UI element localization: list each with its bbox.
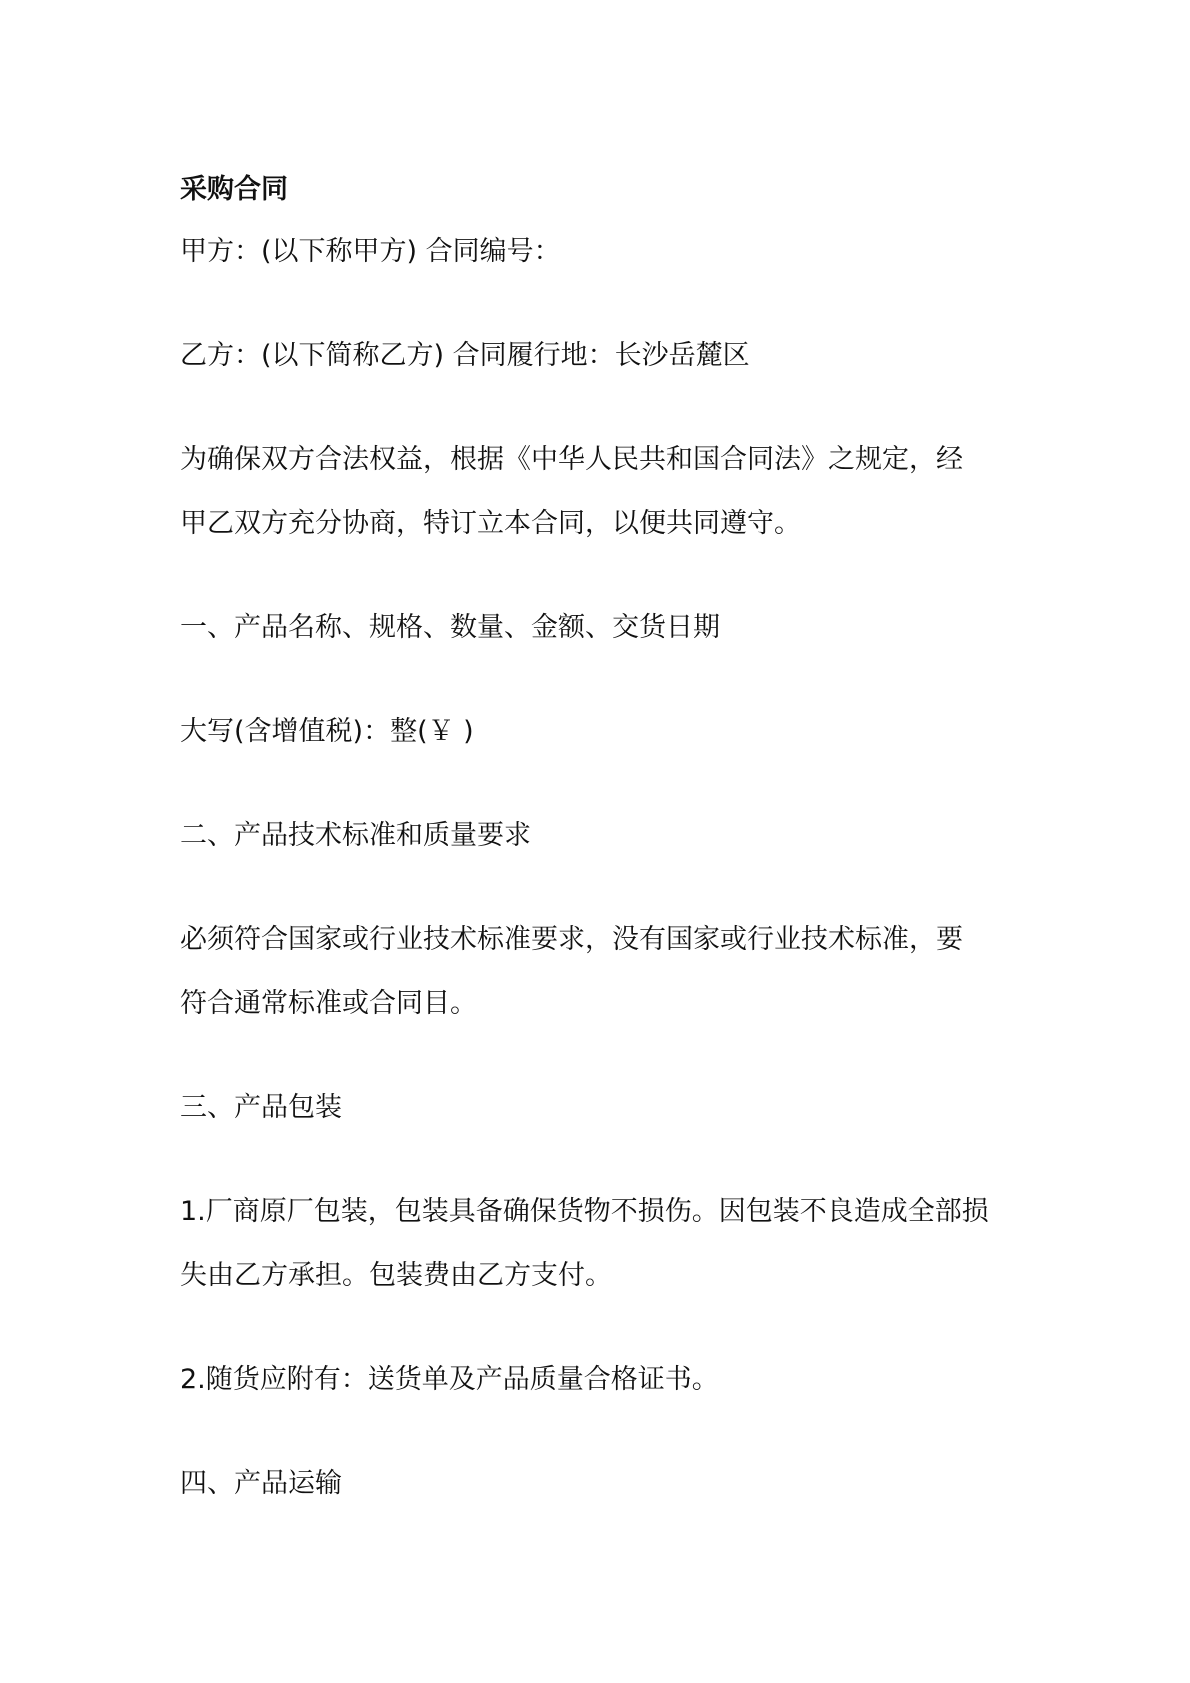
packaging-2-line: 2.随货应附有：送货单及产品质量合格证书。 — [180, 1364, 719, 1395]
amount-line: 大写(含增值税)：整(￥ ) — [180, 716, 474, 747]
section-3-heading: 三、产品包装 — [180, 1092, 342, 1123]
preamble-line-1: 为确保双方合法权益，根据《中华人民共和国合同法》之规定，经 — [180, 444, 963, 475]
quality-line-1: 必须符合国家或行业技术标准要求，没有国家或行业技术标准，要 — [180, 924, 963, 955]
packaging-1-line-1: 1.厂商原厂包装，包装具备确保货物不损伤。因包装不良造成全部损 — [180, 1196, 989, 1227]
section-4-heading: 四、产品运输 — [180, 1468, 342, 1499]
party-b-line: 乙方：(以下简称乙方) 合同履行地：长沙岳麓区 — [180, 340, 750, 371]
section-1-heading: 一、产品名称、规格、数量、金额、交货日期 — [180, 612, 720, 643]
preamble-line-2: 甲乙双方充分协商，特订立本合同，以便共同遵守。 — [180, 508, 801, 539]
document-title: 采购合同 — [180, 174, 288, 205]
section-2-heading: 二、产品技术标准和质量要求 — [180, 820, 531, 851]
quality-line-2: 符合通常标准或合同目。 — [180, 988, 477, 1019]
packaging-1-line-2: 失由乙方承担。包装费由乙方支付。 — [180, 1260, 612, 1291]
party-a-line: 甲方：(以下称甲方) 合同编号： — [180, 236, 561, 267]
